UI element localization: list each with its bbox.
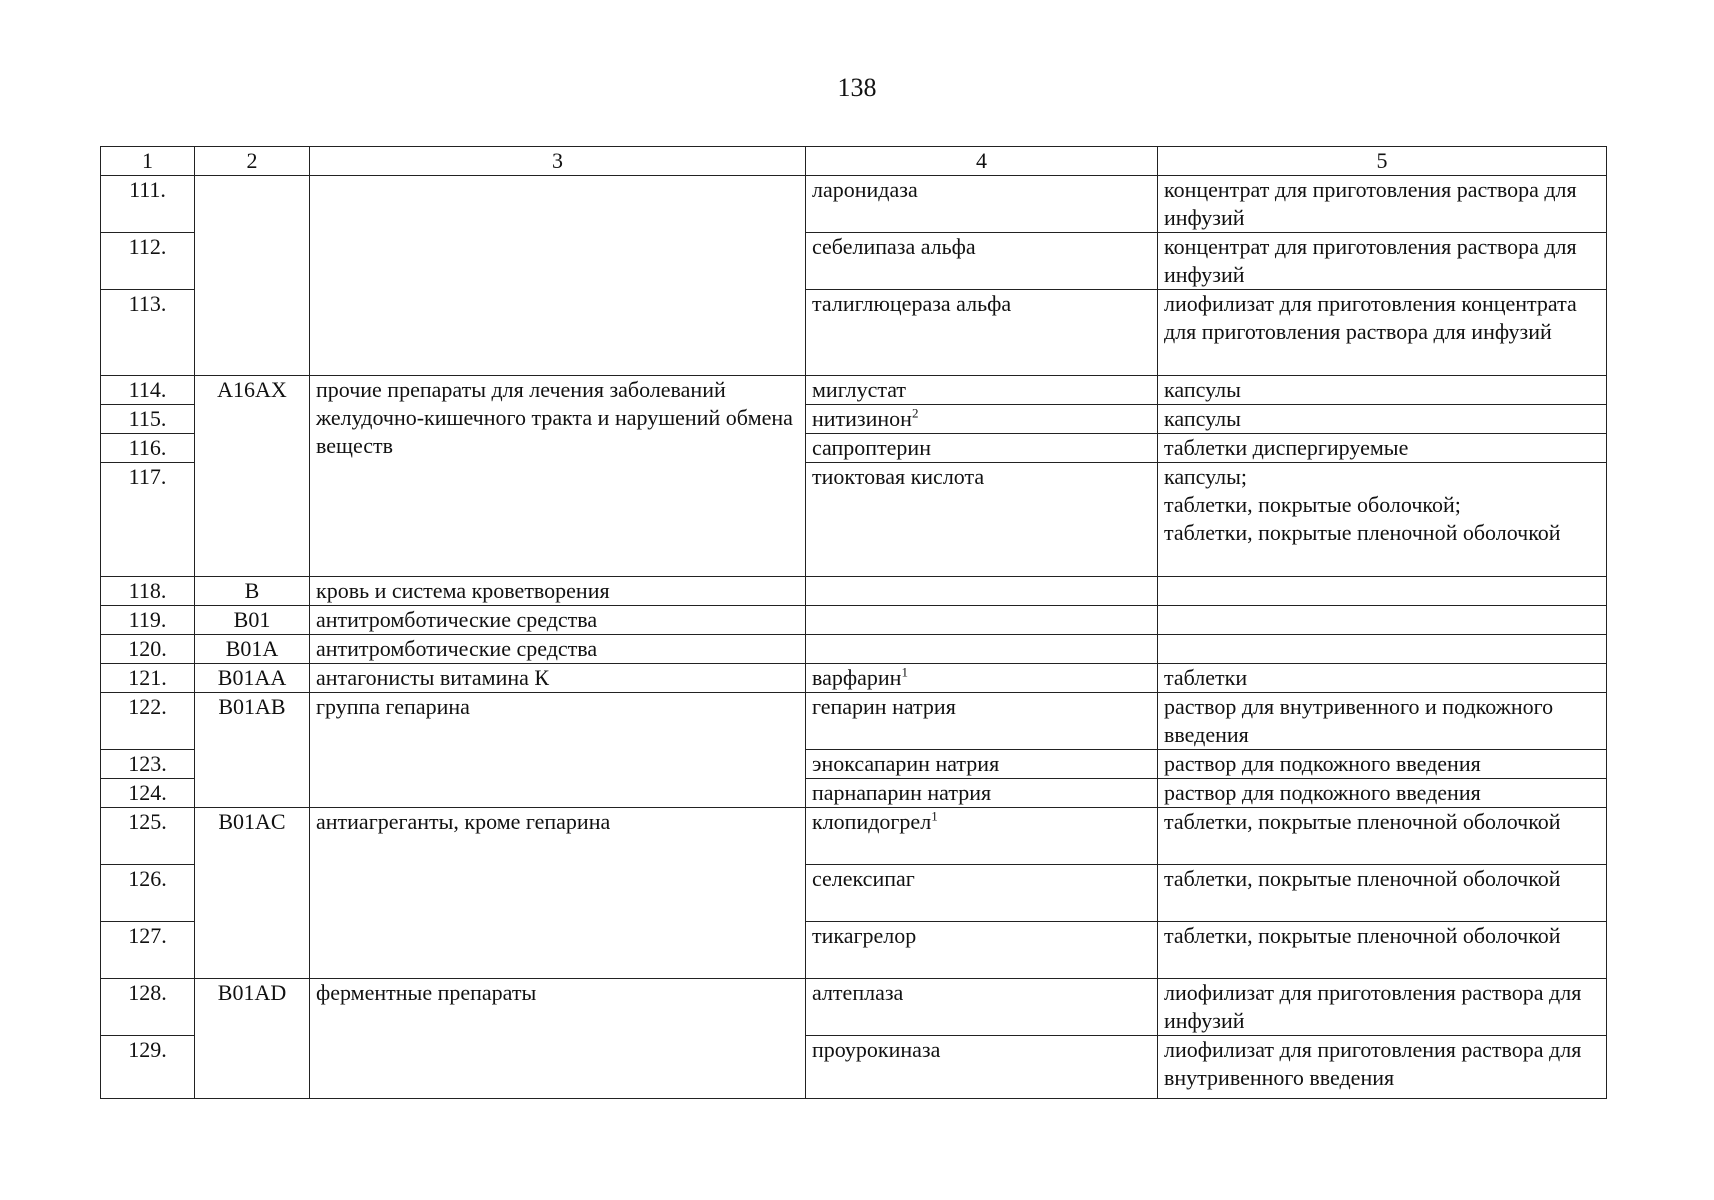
header-col-5: 5 — [1158, 147, 1607, 176]
header-col-1: 1 — [101, 147, 195, 176]
drug-name: ларонидаза — [806, 176, 1158, 233]
dosage-form: капсулы; таблетки, покрытые оболочкой; таблетки, покрытые пленочной оболочкой — [1158, 463, 1607, 577]
atc-code: B01 — [195, 606, 310, 635]
drug-name: нитизинон — [812, 406, 912, 431]
drug-name: тикагрелор — [806, 922, 1158, 979]
row-number: 113. — [101, 290, 195, 376]
row-number: 111. — [101, 176, 195, 233]
table-row — [101, 635, 1607, 664]
dosage-form: таблетки, покрытые пленочной оболочкой — [1158, 865, 1607, 922]
row-number: 127. — [101, 922, 195, 979]
dosage-form: концентрат для приготовления раствора для инфузий — [1158, 176, 1607, 233]
row-number: 125. — [101, 808, 195, 865]
dosage-form: лиофилизат для приготовления концентрата для приготовления раствора для инфузий — [1158, 290, 1607, 376]
footnote-mark: 1 — [901, 664, 908, 680]
row-number: 117. — [101, 463, 195, 577]
dosage-form: лиофилизат для приготовления раствора для инфузий — [1158, 979, 1607, 1036]
dosage-form — [1158, 606, 1607, 635]
group-name: антитромботические средства — [310, 635, 806, 664]
table-row — [101, 693, 1607, 750]
drug-name: клопидогрел — [812, 809, 932, 834]
header-col-2: 2 — [195, 147, 310, 176]
dosage-form: раствор для подкожного введения — [1158, 750, 1607, 779]
header-col-3: 3 — [310, 147, 806, 176]
row-number: 128. — [101, 979, 195, 1036]
atc-code: B01A — [195, 635, 310, 664]
dosage-form — [1158, 577, 1607, 606]
dosage-form: таблетки, покрытые пленочной оболочкой — [1158, 808, 1607, 865]
drug-name: алтеплаза — [806, 979, 1158, 1036]
group-cell — [310, 176, 806, 376]
row-number: 122. — [101, 693, 195, 750]
page-number: 138 — [837, 73, 877, 102]
table-row — [101, 577, 1607, 606]
medication-table — [100, 146, 1607, 1099]
drug-name: эноксапарин натрия — [806, 750, 1158, 779]
atc-code-cell — [195, 176, 310, 376]
drug-name: гепарин натрия — [806, 693, 1158, 750]
header-col-4: 4 — [806, 147, 1158, 176]
dosage-form — [1158, 635, 1607, 664]
drug-name: варфарин — [812, 665, 902, 690]
dosage-form: таблетки — [1158, 664, 1607, 693]
row-number: 112. — [101, 233, 195, 290]
drug-name — [806, 606, 1158, 635]
drug-name: себелипаза альфа — [806, 233, 1158, 290]
dosage-form: таблетки диспергируемые — [1158, 434, 1607, 463]
atc-code: B01AC — [195, 808, 310, 979]
table-row — [101, 979, 1607, 1036]
drug-name: парнапарин натрия — [806, 779, 1158, 808]
dosage-form: раствор для внутривенного и подкожного введения — [1158, 693, 1607, 750]
drug-name-cell — [806, 664, 1158, 693]
header-row — [101, 147, 1607, 176]
drug-name-cell — [806, 405, 1158, 434]
row-number: 119. — [101, 606, 195, 635]
group-name: группа гепарина — [310, 693, 806, 808]
row-number: 120. — [101, 635, 195, 664]
row-number: 121. — [101, 664, 195, 693]
dosage-form: таблетки, покрытые пленочной оболочкой — [1158, 922, 1607, 979]
row-number: 123. — [101, 750, 195, 779]
group-name: ферментные препараты — [310, 979, 806, 1099]
row-number: 116. — [101, 434, 195, 463]
footnote-mark: 2 — [911, 405, 919, 421]
group-name: антиагреганты, кроме гепарина — [310, 808, 806, 979]
atc-code: B01AA — [195, 664, 310, 693]
drug-name: тиоктовая кислота — [806, 463, 1158, 577]
group-name: кровь и система кроветворения — [310, 577, 806, 606]
row-number: 124. — [101, 779, 195, 808]
table-row — [101, 808, 1607, 865]
drug-name — [806, 635, 1158, 664]
row-number: 118. — [101, 577, 195, 606]
dosage-form: раствор для подкожного введения — [1158, 779, 1607, 808]
table-row — [101, 176, 1607, 233]
atc-code: B — [195, 577, 310, 606]
atc-code: B01AB — [195, 693, 310, 808]
drug-name: талиглюцераза альфа — [806, 290, 1158, 376]
footnote-mark: 1 — [931, 808, 938, 824]
row-number: 115. — [101, 405, 195, 434]
table-row — [101, 664, 1607, 693]
dosage-form: лиофилизат для приготовления раствора для внутривенного введения — [1158, 1036, 1607, 1099]
atc-code: B01AD — [195, 979, 310, 1099]
row-number: 129. — [101, 1036, 195, 1099]
drug-name — [806, 577, 1158, 606]
dosage-form: концентрат для приготовления раствора для инфузий — [1158, 233, 1607, 290]
drug-name: миглустат — [806, 376, 1158, 405]
group-name: антитромботические средства — [310, 606, 806, 635]
drug-name-cell — [806, 808, 1158, 865]
drug-name: проурокиназа — [806, 1036, 1158, 1099]
row-number: 114. — [101, 376, 195, 405]
row-number: 126. — [101, 865, 195, 922]
atc-code: A16AX — [195, 376, 310, 577]
drug-name: сапроптерин — [806, 434, 1158, 463]
table-row — [101, 376, 1607, 405]
dosage-form: капсулы — [1158, 376, 1607, 405]
drug-name: селексипаг — [806, 865, 1158, 922]
dosage-form: капсулы — [1158, 405, 1607, 434]
group-name: антагонисты витамина К — [310, 664, 806, 693]
table-row — [101, 606, 1607, 635]
group-name: прочие препараты для лечения заболеваний желудочно-кишечного тракта и нарушений обмена веществ — [310, 376, 806, 577]
